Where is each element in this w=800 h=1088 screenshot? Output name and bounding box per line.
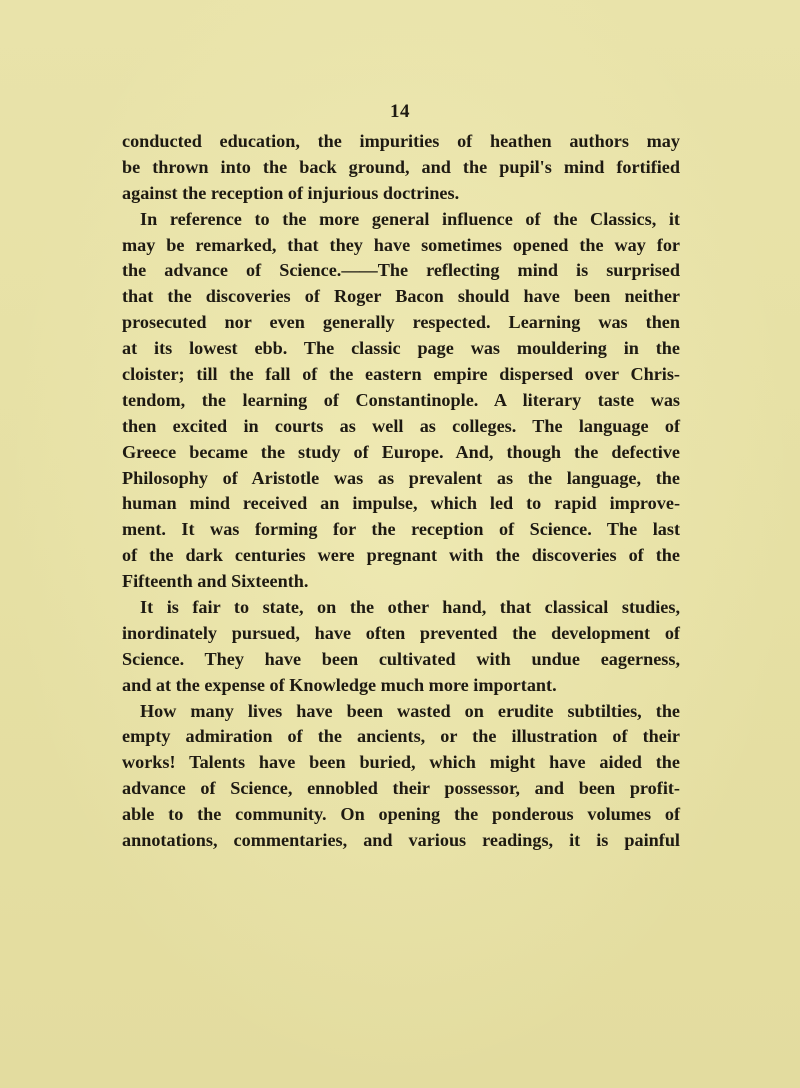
text-line: works! Talents have been buried, which might have aided the [122,752,680,773]
text-line: against the reception of injurious doctrines. [122,182,460,203]
text-line: Science. They have been cultivated with undue eagerness, [122,648,680,669]
text-line: be thrown into the back ground, and the pupil's mind fortified [122,156,680,177]
text-line: able to the community. On opening the ponderous volumes of [122,804,680,825]
text-line: advance of Science, ennobled their possessor, and been profit- [122,778,680,799]
text-line: How many lives have been wasted on erudite subtilties, the [140,700,680,721]
text-line: prosecuted nor even generally respected. Learning was then [122,312,680,333]
text-line: empty admiration of the ancients, or the illustration of their [122,726,680,747]
text-line: Fifteenth and Sixteenth. [122,571,309,592]
text-line: Philosophy of Aristotle was as prevalent as the language, the [122,467,680,488]
text-line: In reference to the more general influence of the Classics, it [140,208,680,229]
text-line: of the dark centuries were pregnant with the discoveries of the [122,545,680,566]
text-line: and at the expense of Knowledge much more important. [122,674,557,695]
text-line: that the discoveries of Roger Bacon should have been neither [122,286,680,307]
text-line: It is fair to state, on the other hand, that classical studies, [140,597,680,618]
text-line: cloister; till the fall of the eastern empire dispersed over Chris- [122,364,680,385]
text-line: then excited in courts as well as colleges. The language of [122,415,680,436]
text-line: ment. It was forming for the reception of Science. The last [122,519,680,540]
text-line: inordinately pursued, have often prevented the development of [122,622,680,643]
text-line: human mind received an impulse, which led to rapid improve- [122,493,680,514]
text-line: the advance of Science.——The reflecting mind is surprised [122,260,680,281]
text-line: annotations, commentaries, and various readings, it is painful [122,830,680,851]
text-line: Greece became the study of Europe. And, though the defective [122,441,680,462]
text-line: conducted education, the impurities of heathen authors may [122,131,680,151]
text-line: may be remarked, that they have sometimes opened the way for [122,234,680,255]
text-line: tendom, the learning of Constantinople. A literary taste was [122,389,680,410]
body-text [122,129,680,854]
page-number: 14 [390,101,410,122]
text-line: at its lowest ebb. The classic page was mouldering in the [122,338,680,359]
